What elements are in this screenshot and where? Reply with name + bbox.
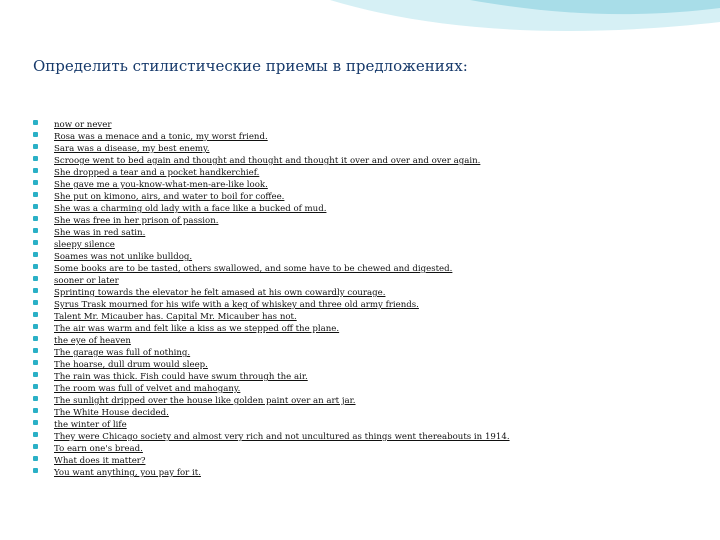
bullet-icon: [33, 444, 38, 449]
bullet-icon: [33, 300, 38, 305]
bullet-icon: [33, 288, 38, 293]
bullet-icon: [33, 144, 38, 149]
list-item: [30, 441, 510, 453]
sentence-text: She was in red satin.: [54, 228, 146, 238]
list-item: [30, 225, 510, 237]
sentence-text: To earn one's bread.: [54, 444, 143, 454]
bullet-icon: [33, 132, 38, 137]
list-item: [30, 381, 510, 393]
list-item: [30, 345, 510, 357]
sentence-text: The White House decided.: [54, 408, 169, 418]
sentence-text: She was a charming old lady with a face like a bucked of mud.: [54, 204, 327, 214]
list-item: [30, 453, 510, 465]
sentence-text: Sara was a disease, my best enemy.: [54, 144, 210, 154]
bullet-icon: [33, 168, 38, 173]
list-item: [30, 165, 510, 177]
list-item: [30, 117, 510, 129]
bullet-icon: [33, 372, 38, 377]
bullet-icon: [33, 192, 38, 197]
bullet-icon: [33, 264, 38, 269]
sentence-text: Syrus Trask mourned for his wife with a keg of whiskey and three old army friends.: [54, 300, 419, 310]
bullet-icon: [33, 336, 38, 341]
bullet-icon: [33, 120, 38, 125]
list-item: [30, 429, 510, 441]
sentence-text: sleepy silence: [54, 240, 115, 250]
sentence-text: The rain was thick. Fish could have swum through the air.: [54, 372, 308, 382]
bullet-icon: [33, 348, 38, 353]
list-item: [30, 417, 510, 429]
sentence-text: She dropped a tear and a pocket handkerchief.: [54, 168, 260, 178]
sentence-text: The sunlight dripped over the house like golden paint over an art jar.: [54, 396, 356, 406]
list-item: [30, 177, 510, 189]
bullet-icon: [33, 396, 38, 401]
sentence-text: Talent Mr. Micauber has. Capital Mr. Micauber has not.: [54, 312, 297, 322]
list-item: [30, 249, 510, 261]
list-item: [30, 213, 510, 225]
bullet-icon: [33, 432, 38, 437]
list-item: [30, 405, 510, 417]
sentence-text: now or never: [54, 120, 112, 130]
list-item: [30, 393, 510, 405]
sentence-text: You want anything, you pay for it.: [54, 468, 201, 478]
sentence-list: [30, 117, 510, 477]
bullet-icon: [33, 156, 38, 161]
sentence-text: The air was warm and felt like a kiss as we stepped off the plane.: [54, 324, 340, 334]
sentence-text: the winter of life: [54, 420, 127, 430]
sentence-text: The room was full of velvet and mahogany.: [54, 384, 241, 394]
sentence-text: The garage was full of nothing.: [54, 348, 191, 358]
bullet-icon: [33, 180, 38, 185]
list-item: [30, 141, 510, 153]
slide-title: Определить стилистические приемы в предложениях:: [33, 57, 468, 75]
bullet-icon: [33, 252, 38, 257]
list-item: [30, 153, 510, 165]
sentence-text: What does it matter?: [54, 456, 146, 466]
sentence-text: Rosa was a menace and a tonic, my worst friend.: [54, 132, 268, 142]
bullet-icon: [33, 228, 38, 233]
bullet-icon: [33, 276, 38, 281]
list-item: [30, 465, 510, 477]
sentence-text: sooner or later: [54, 276, 119, 286]
list-item: [30, 273, 510, 285]
bullet-icon: [33, 240, 38, 245]
sentence-text: Scrooge went to bed again and thought and thought and thought it over and over and over again.: [54, 156, 481, 166]
list-item: [30, 333, 510, 345]
list-item: [30, 189, 510, 201]
bullet-icon: [33, 408, 38, 413]
list-item: [30, 297, 510, 309]
bullet-icon: [33, 312, 38, 317]
bullet-icon: [33, 420, 38, 425]
list-item: [30, 201, 510, 213]
list-item: [30, 321, 510, 333]
list-item: [30, 237, 510, 249]
list-item: [30, 357, 510, 369]
bullet-icon: [33, 204, 38, 209]
header-wave-decoration: [0, 0, 720, 60]
sentence-text: She put on kimono, airs, and water to boil for coffee.: [54, 192, 285, 202]
sentence-text: She gave me a you-know-what-men-are-like look.: [54, 180, 268, 190]
sentence-text: She was free in her prison of passion.: [54, 216, 219, 226]
list-item: [30, 285, 510, 297]
bullet-icon: [33, 216, 38, 221]
list-item: [30, 309, 510, 321]
sentence-text: Sprinting towards the elevator he felt amased at his own cowardly courage.: [54, 288, 386, 298]
list-item: [30, 369, 510, 381]
sentence-text: the eye of heaven: [54, 336, 131, 346]
list-item: [30, 261, 510, 273]
bullet-icon: [33, 360, 38, 365]
sentence-text: They were Chicago society and almost very rich and not uncultured as things went thereabouts in 1914.: [54, 432, 510, 442]
bullet-icon: [33, 468, 38, 473]
bullet-icon: [33, 456, 38, 461]
sentence-text: The hoarse, dull drum would sleep.: [54, 360, 208, 370]
list-item: [30, 129, 510, 141]
sentence-text: Some books are to be tasted, others swallowed, and some have to be chewed and digested.: [54, 264, 453, 274]
bullet-icon: [33, 384, 38, 389]
bullet-icon: [33, 324, 38, 329]
sentence-text: Soames was not unlike bulldog.: [54, 252, 193, 262]
